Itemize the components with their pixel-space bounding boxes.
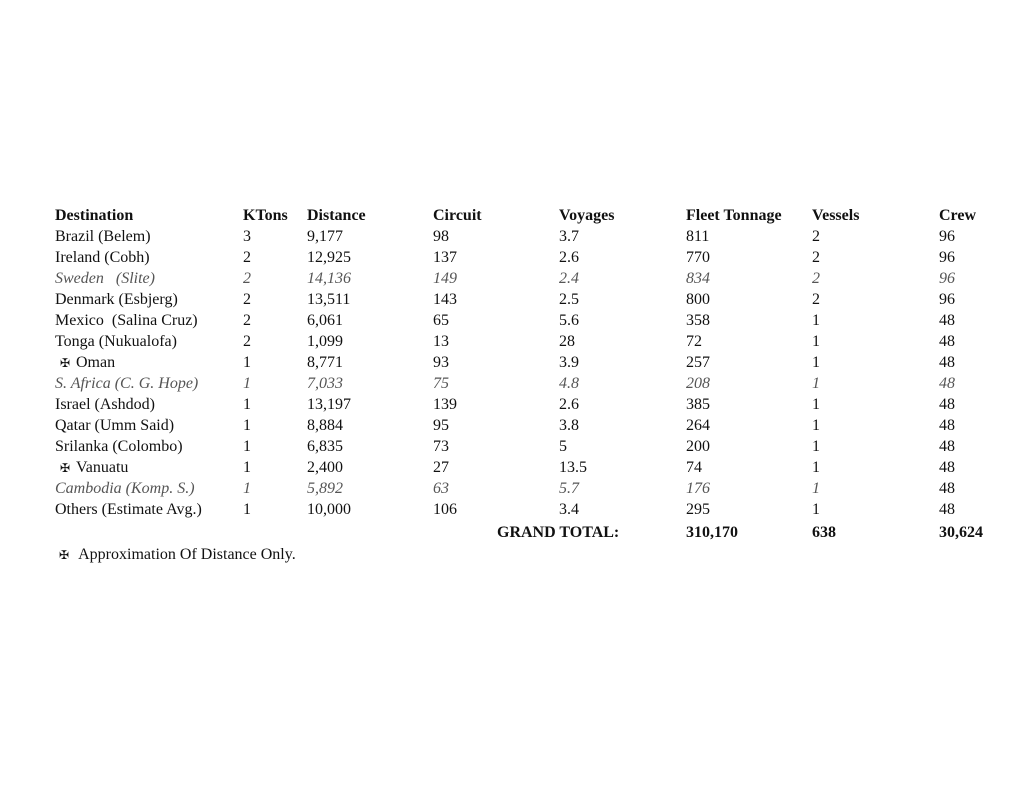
footnote-text: Approximation Of Distance Only. — [78, 546, 296, 563]
cell-fleet-tonnage: 811 — [686, 228, 710, 245]
cell-vessels: 2 — [812, 270, 820, 287]
cell-voyages: 3.4 — [559, 501, 579, 518]
cell-circuit: 65 — [433, 312, 449, 329]
cell-fleet-tonnage: 176 — [686, 480, 710, 497]
table-row — [0, 499, 1024, 520]
cell-destination — [55, 289, 178, 310]
cell-vessels: 1 — [812, 354, 820, 371]
cell-ktons: 2 — [243, 333, 251, 350]
cell-distance: 6,835 — [307, 438, 343, 455]
cell-ktons: 2 — [243, 291, 251, 308]
cell-circuit: 106 — [433, 501, 457, 518]
cell-fleet-tonnage: 295 — [686, 501, 710, 518]
cell-voyages: 3.8 — [559, 417, 579, 434]
cell-voyages: 13.5 — [559, 459, 587, 476]
header-circuit: Circuit — [433, 207, 482, 224]
cell-ktons: 1 — [243, 375, 251, 392]
destination-text: Vanuatu — [76, 459, 129, 476]
cell-crew: 48 — [939, 312, 955, 329]
destination-text: S. Africa (C. G. Hope) — [55, 375, 199, 392]
cell-destination — [55, 373, 198, 394]
cell-vessels: 1 — [812, 438, 820, 455]
cell-circuit: 143 — [433, 291, 457, 308]
cell-ktons: 2 — [243, 249, 251, 266]
cell-vessels: 1 — [812, 501, 820, 518]
cell-ktons: 1 — [243, 501, 251, 518]
cell-circuit: 149 — [433, 270, 457, 287]
cell-crew: 96 — [939, 228, 955, 245]
cell-distance: 9,177 — [307, 228, 343, 245]
cell-fleet-tonnage: 72 — [686, 333, 702, 350]
table-row — [0, 457, 1024, 478]
table-row — [0, 247, 1024, 268]
grand-total-crew: 30,624 — [939, 524, 983, 541]
cell-destination — [55, 226, 151, 247]
cell-circuit: 73 — [433, 438, 449, 455]
destination-text: Denmark (Esbjerg) — [55, 291, 178, 308]
destination-text: Brazil (Belem) — [55, 228, 151, 245]
cell-circuit: 75 — [433, 375, 449, 392]
cell-circuit: 139 — [433, 396, 457, 413]
cell-circuit: 93 — [433, 354, 449, 371]
cell-crew: 48 — [939, 480, 955, 497]
cell-destination — [55, 310, 198, 331]
destination-text: Srilanka (Colombo) — [55, 438, 183, 455]
cell-crew: 48 — [939, 438, 955, 455]
cell-voyages: 2.6 — [559, 396, 579, 413]
cell-voyages: 2.4 — [559, 270, 579, 287]
destination-text: Mexico (Salina Cruz) — [55, 312, 198, 329]
cell-voyages: 3.9 — [559, 354, 579, 371]
cell-vessels: 2 — [812, 291, 820, 308]
header-crew: Crew — [939, 207, 977, 224]
cell-crew: 48 — [939, 396, 955, 413]
table-row — [0, 289, 1024, 310]
cell-ktons: 1 — [243, 354, 251, 371]
table-row — [0, 394, 1024, 415]
table-row — [0, 268, 1024, 289]
cell-voyages: 5.7 — [559, 480, 579, 497]
header-distance: Distance — [307, 207, 366, 224]
grand-total-row — [0, 522, 1024, 543]
cell-fleet-tonnage: 358 — [686, 312, 710, 329]
cell-crew: 96 — [939, 270, 955, 287]
cell-vessels: 1 — [812, 396, 820, 413]
table-row — [0, 373, 1024, 394]
cell-destination — [55, 478, 195, 499]
cell-distance: 2,400 — [307, 459, 343, 476]
cell-destination — [58, 457, 128, 479]
table-row — [0, 310, 1024, 331]
cell-voyages: 4.8 — [559, 375, 579, 392]
cell-voyages: 5.6 — [559, 312, 579, 329]
grand-total-fleet-tonnage: 310,170 — [686, 524, 738, 541]
cell-vessels: 2 — [812, 228, 820, 245]
cell-circuit: 95 — [433, 417, 449, 434]
cell-voyages: 28 — [559, 333, 575, 350]
destination-text: Sweden (Slite) — [55, 270, 155, 287]
cell-vessels: 1 — [812, 417, 820, 434]
cell-ktons: 1 — [243, 396, 251, 413]
cell-ktons: 2 — [243, 270, 251, 287]
table-row — [0, 226, 1024, 247]
table-row — [0, 331, 1024, 352]
cell-distance: 8,771 — [307, 354, 343, 371]
maltese-cross-icon: ✠ — [58, 548, 70, 562]
cell-voyages: 5 — [559, 438, 567, 455]
cell-distance: 14,136 — [307, 270, 351, 287]
cell-destination — [55, 331, 177, 352]
cell-crew: 48 — [939, 375, 955, 392]
cell-destination — [55, 499, 202, 520]
cell-distance: 7,033 — [307, 375, 343, 392]
cell-distance: 13,197 — [307, 396, 351, 413]
destination-text: Qatar (Umm Said) — [55, 417, 175, 434]
cell-distance: 1,099 — [307, 333, 343, 350]
cell-voyages: 2.5 — [559, 291, 579, 308]
cell-ktons: 2 — [243, 312, 251, 329]
cell-vessels: 1 — [812, 333, 820, 350]
cell-destination — [55, 436, 183, 457]
cell-circuit: 27 — [433, 459, 449, 476]
cell-circuit: 137 — [433, 249, 457, 266]
cell-vessels: 1 — [812, 480, 820, 497]
cell-destination — [55, 247, 150, 268]
cell-fleet-tonnage: 385 — [686, 396, 710, 413]
destination-text: Oman — [76, 354, 116, 371]
cell-circuit: 13 — [433, 333, 449, 350]
destination-text: Israel (Ashdod) — [55, 396, 155, 413]
destination-text: Others (Estimate Avg.) — [55, 501, 202, 518]
grand-total-label: GRAND TOTAL: — [497, 524, 620, 541]
cell-crew: 48 — [939, 354, 955, 371]
destination-text: Ireland (Cobh) — [55, 249, 150, 266]
cell-fleet-tonnage: 74 — [686, 459, 702, 476]
cell-distance: 13,511 — [307, 291, 351, 308]
cell-crew: 96 — [939, 249, 955, 266]
cell-ktons: 1 — [243, 438, 251, 455]
cell-destination — [55, 268, 155, 289]
cell-fleet-tonnage: 800 — [686, 291, 710, 308]
cell-crew: 96 — [939, 291, 955, 308]
header-fleet-tonnage: Fleet Tonnage — [686, 207, 782, 224]
cell-vessels: 1 — [812, 459, 820, 476]
cell-vessels: 1 — [812, 375, 820, 392]
cell-distance: 8,884 — [307, 417, 343, 434]
cell-voyages: 2.6 — [559, 249, 579, 266]
cell-fleet-tonnage: 257 — [686, 354, 710, 371]
table-row — [0, 352, 1024, 373]
header-ktons: KTons — [243, 207, 288, 224]
cell-distance: 10,000 — [307, 501, 351, 518]
maltese-cross-icon: ✠ — [59, 461, 71, 475]
cell-circuit: 63 — [433, 480, 449, 497]
header-destination: Destination — [55, 207, 134, 224]
table-header-row — [0, 205, 1024, 226]
header-voyages: Voyages — [559, 207, 615, 224]
cell-crew: 48 — [939, 501, 955, 518]
cell-ktons: 1 — [243, 459, 251, 476]
cell-circuit: 98 — [433, 228, 449, 245]
table-row — [0, 436, 1024, 457]
cell-fleet-tonnage: 770 — [686, 249, 710, 266]
cell-fleet-tonnage: 264 — [686, 417, 710, 434]
destination-text: Tonga (Nukualofa) — [55, 333, 177, 350]
cell-distance: 6,061 — [307, 312, 343, 329]
cell-vessels: 1 — [812, 312, 820, 329]
cell-crew: 48 — [939, 333, 955, 350]
cell-crew: 48 — [939, 459, 955, 476]
table-row — [0, 415, 1024, 436]
header-vessels: Vessels — [812, 207, 860, 224]
grand-total-vessels: 638 — [812, 524, 836, 541]
cell-fleet-tonnage: 200 — [686, 438, 710, 455]
destination-text: Cambodia (Komp. S.) — [55, 480, 195, 497]
cell-destination — [55, 394, 155, 415]
cell-voyages: 3.7 — [559, 228, 579, 245]
cell-fleet-tonnage: 208 — [686, 375, 710, 392]
table-row — [0, 478, 1024, 499]
footnote — [57, 544, 296, 566]
cell-destination — [55, 415, 174, 436]
cell-fleet-tonnage: 834 — [686, 270, 710, 287]
maltese-cross-icon: ✠ — [59, 356, 71, 370]
cell-distance: 5,892 — [307, 480, 343, 497]
cell-ktons: 1 — [243, 417, 251, 434]
cell-crew: 48 — [939, 417, 955, 434]
cell-destination — [58, 352, 115, 374]
cell-distance: 12,925 — [307, 249, 351, 266]
cell-vessels: 2 — [812, 249, 820, 266]
cell-ktons: 1 — [243, 480, 251, 497]
cell-ktons: 3 — [243, 228, 251, 245]
